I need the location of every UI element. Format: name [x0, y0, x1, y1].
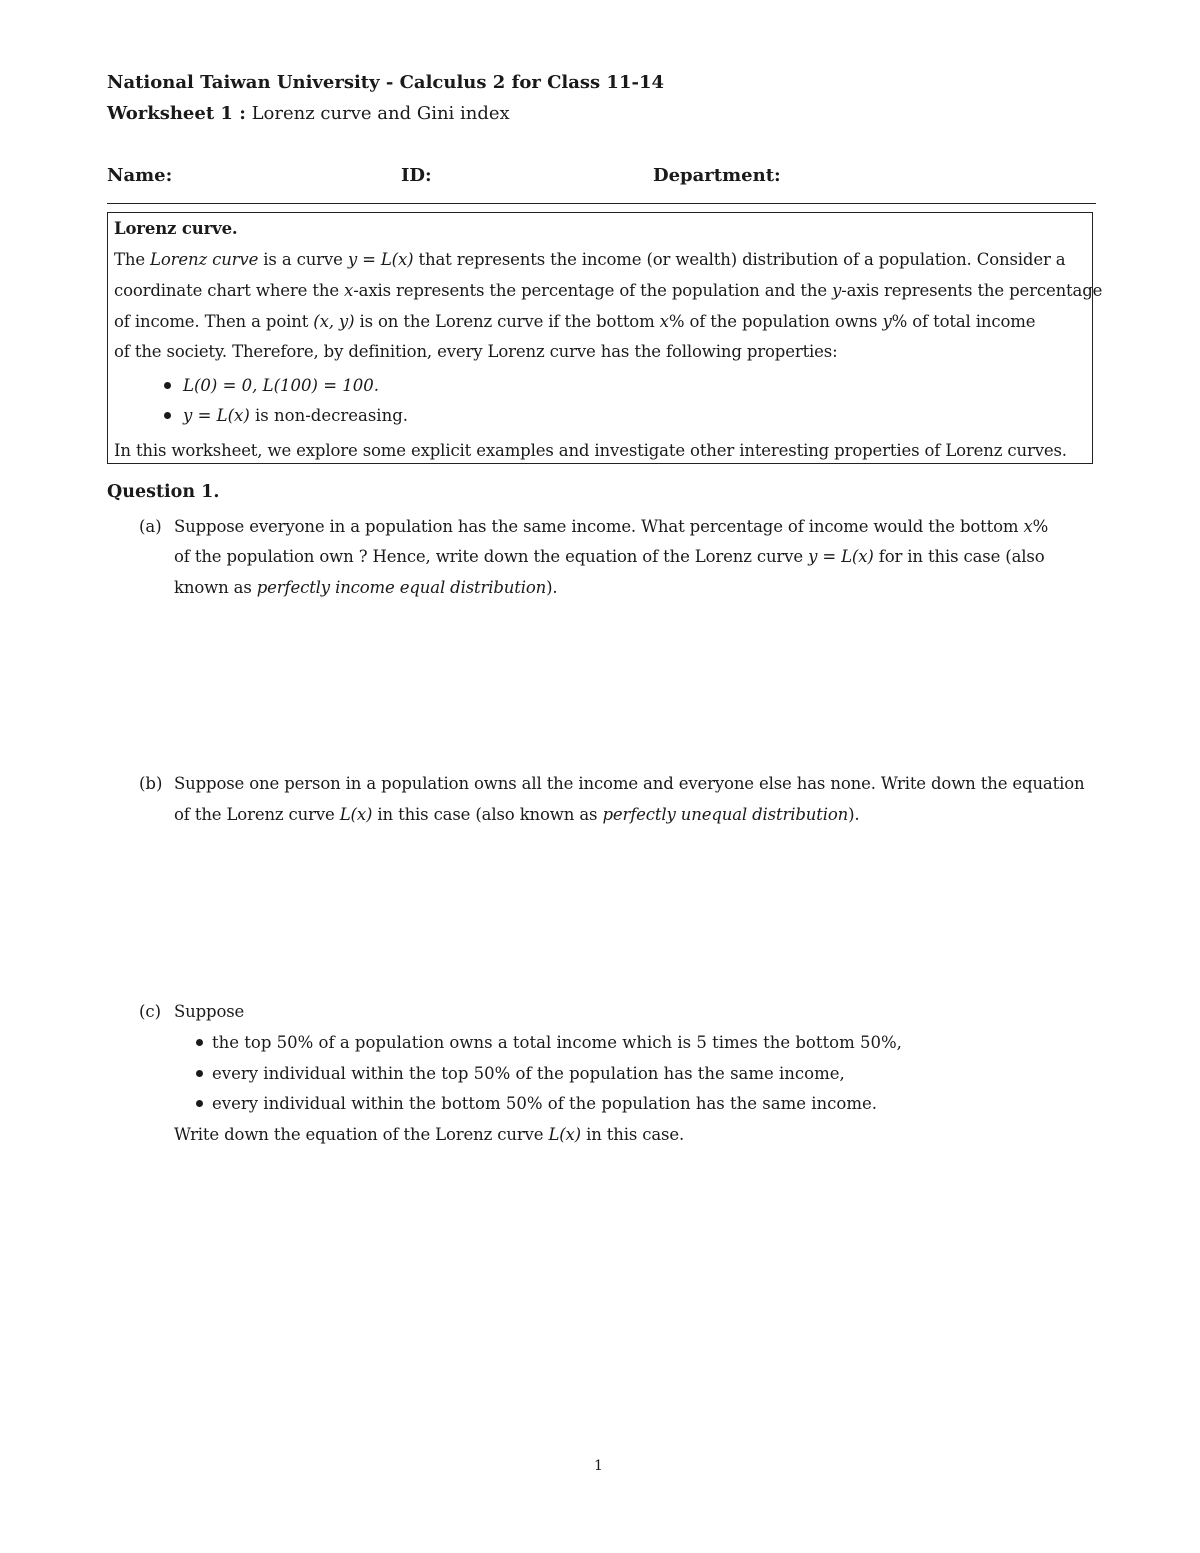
part-c-instruction: Write down the equation of the Lorenz curve L(x) in this case.	[174, 1125, 685, 1144]
lorenz-definition-box	[107, 212, 1103, 464]
bullet-icon	[196, 1100, 203, 1107]
part-c-bullet-1: the top 50% of a population owns a total income which is 5 times the bottom 50%,	[196, 1033, 902, 1052]
course-name: National Taiwan University	[107, 72, 380, 93]
part-b-label: (b)	[139, 774, 163, 793]
part-a-line-1: Suppose everyone in a population has the same income. What percentage of income would the bottom x%	[174, 517, 1049, 536]
worksheet-topic: Lorenz curve and Gini index	[245, 103, 510, 124]
part-a-label: (a)	[139, 517, 162, 536]
part-b-line-2: of the Lorenz curve L(x) in this case (also known as perfectly unequal distribution).	[174, 805, 860, 824]
part-b-line-1: Suppose one person in a population owns all the income and everyone else has none. Write down the equation	[174, 774, 1085, 793]
bullet-icon	[164, 382, 171, 389]
name-label: Name:	[107, 165, 173, 186]
header-rule	[107, 203, 1096, 204]
box-line-4: of the society. Therefore, by definition, every Lorenz curve has the following properties:	[114, 342, 838, 361]
property-1: L(0) = 0, L(100) = 100.	[164, 376, 379, 395]
part-a-line-3: known as perfectly income equal distribution).	[174, 578, 558, 597]
part-a-line-2: of the population own ? Hence, write down the equation of the Lorenz curve y = L(x) for in this case (also	[174, 547, 1045, 566]
course-class: - Calculus 2 for Class 11-14	[379, 72, 665, 93]
box-line-3: of income. Then a point (x, y) is on the Lorenz curve if the bottom x% of the population owns y% of total income	[114, 312, 1036, 331]
box-closing: In this worksheet, we explore some explicit examples and investigate other interesting properties of Lorenz curves.	[114, 441, 1067, 460]
bullet-icon	[164, 412, 171, 419]
part-c-bullet-3: every individual within the bottom 50% of the population has the same income.	[196, 1094, 877, 1113]
part-c-label: (c)	[139, 1002, 162, 1021]
part-c-bullet-2: every individual within the top 50% of the population has the same income,	[196, 1064, 845, 1083]
worksheet-title	[107, 103, 510, 124]
bullet-icon	[196, 1070, 203, 1077]
box-heading: Lorenz curve.	[114, 219, 238, 238]
worksheet-label: Worksheet 1 :	[107, 103, 246, 124]
property-2: y = L(x) is non-decreasing.	[164, 406, 408, 425]
box-line-1: The Lorenz curve is a curve y = L(x) that represents the income (or wealth) distribution of a population. Consider a	[114, 250, 1066, 269]
bullet-icon	[196, 1039, 203, 1046]
id-label: ID:	[401, 165, 432, 186]
box-line-2: coordinate chart where the x-axis represents the percentage of the population and the y-axis represents the percentage	[114, 281, 1103, 300]
page-number: 1	[594, 1458, 603, 1474]
department-label: Department:	[653, 165, 781, 186]
document-title	[107, 72, 664, 93]
part-c-intro: Suppose	[174, 1002, 245, 1021]
question-1-heading: Question 1.	[107, 482, 220, 502]
